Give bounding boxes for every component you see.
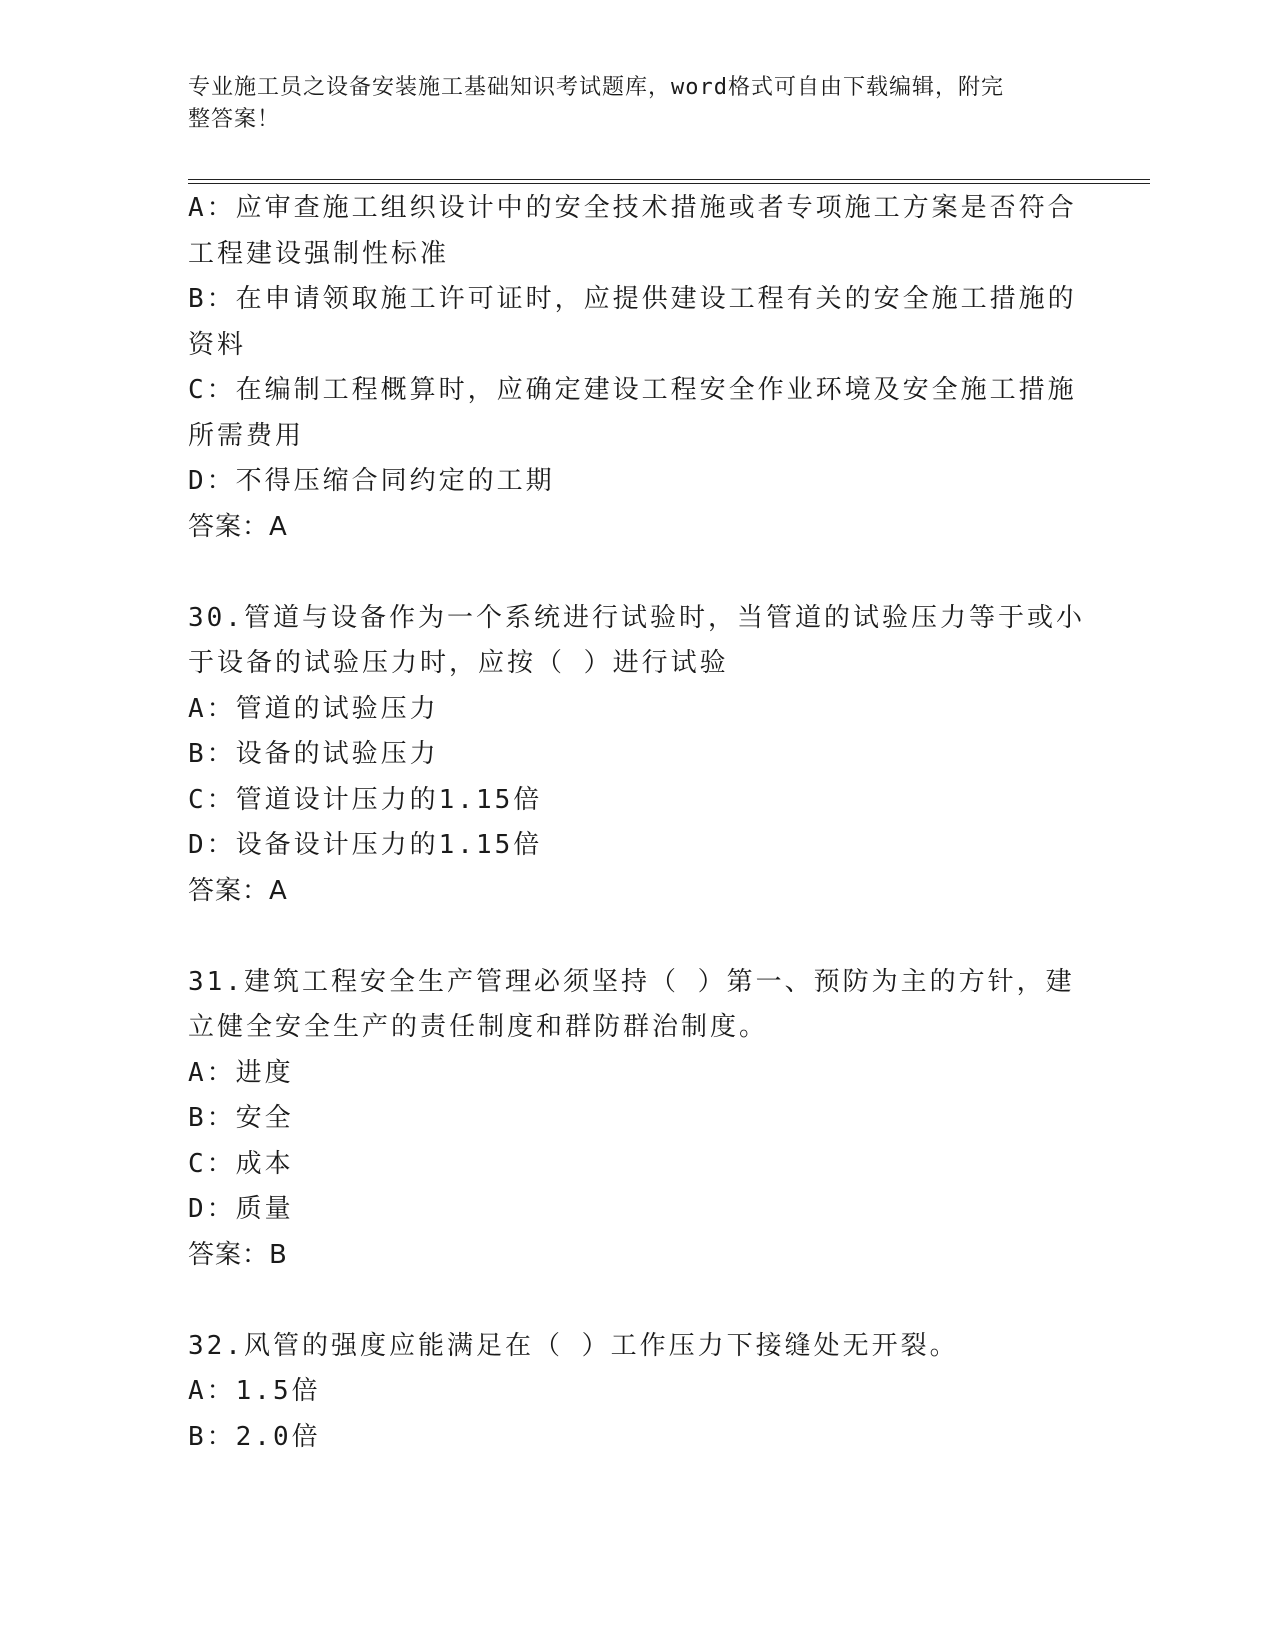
q29-option-d: D：不得压缩合同约定的工期 (188, 466, 555, 496)
q29-option-a-line-1: A：应审查施工组织设计中的安全技术措施或者专项施工方案是否符合 (188, 193, 1077, 223)
document-body (188, 186, 1088, 1460)
q32-stem-line-1: 32.风管的强度应能满足在（ ）工作压力下接缝处无开裂。 (188, 1330, 959, 1361)
q31-stem-line-1: 31.建筑工程安全生产管理必须坚持（ ）第一、预防为主的方针，建 (188, 966, 1075, 997)
header-line-2: 整答案！ (188, 107, 281, 132)
question-29-block (188, 186, 1088, 550)
q30-option-d: D：设备设计压力的1.15倍 (188, 830, 543, 860)
q30-answer: 答案：A (188, 875, 288, 906)
q30-option-c: C：管道设计压力的1.15倍 (188, 784, 543, 815)
q29-option-c-line-1: C：在编制工程概算时，应确定建设工程安全作业环境及安全施工措施 (188, 375, 1077, 405)
q29-option-b-line-2: 资料 (188, 329, 247, 360)
q30-option-a: A：管道的试验压力 (188, 693, 439, 724)
question-31-block (188, 960, 1088, 1279)
q31-stem-line-2: 立健全安全生产的责任制度和群防群治制度。 (188, 1012, 769, 1042)
q29-option-b-line-1: B：在申请领取施工许可证时，应提供建设工程有关的安全施工措施的 (188, 284, 1077, 314)
q29-option-c-line-2: 所需费用 (188, 420, 305, 451)
q32-option-b: B：2.0倍 (188, 1421, 321, 1452)
q29-answer: 答案：A (188, 511, 288, 542)
q30-stem-line-1: 30.管道与设备作为一个系统进行试验时，当管道的试验压力等于或小 (188, 602, 1085, 633)
header-divider-bottom (188, 183, 1150, 184)
q29-option-a-line-2: 工程建设强制性标准 (188, 238, 450, 269)
q31-option-b: B：安全 (188, 1103, 294, 1133)
document-header (188, 72, 1068, 136)
q30-stem-line-2: 于设备的试验压力时，应按（ ）进行试验 (188, 648, 729, 678)
question-30-block (188, 596, 1088, 915)
spacer (188, 550, 1088, 596)
q31-option-a: A：进度 (188, 1057, 294, 1088)
q31-option-c: C：成本 (188, 1148, 294, 1179)
q32-option-a: A：1.5倍 (188, 1376, 321, 1406)
spacer (188, 1278, 1088, 1324)
spacer (188, 914, 1088, 960)
q30-option-b: B：设备的试验压力 (188, 739, 439, 769)
header-divider-top (188, 179, 1150, 180)
q31-answer: 答案：B (188, 1239, 288, 1270)
q31-option-d: D：质量 (188, 1194, 294, 1224)
question-32-block (188, 1324, 1088, 1461)
header-line-1: 专业施工员之设备安装施工基础知识考试题库，word格式可自由下载编辑，附完 (188, 75, 1004, 100)
